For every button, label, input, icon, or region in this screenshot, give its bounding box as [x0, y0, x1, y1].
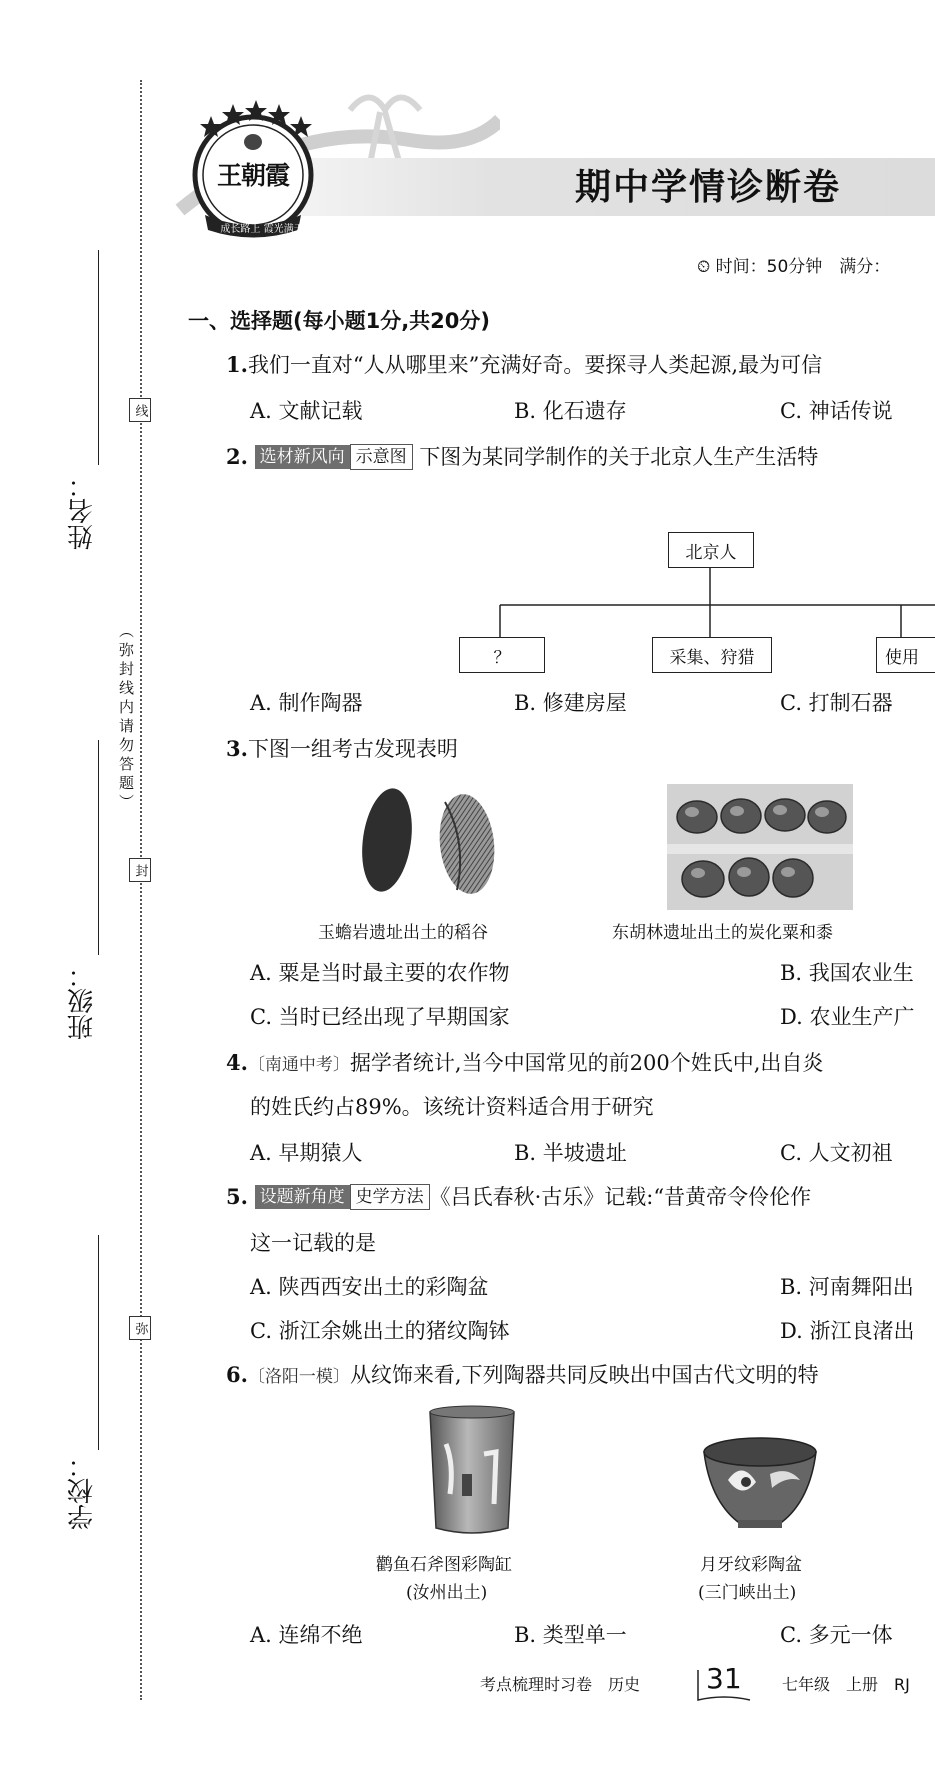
caption-basin-origin: (三门峡出土): [698, 1583, 797, 1603]
caption-millet: 东胡林遗址出土的炭化粟和黍: [612, 923, 833, 943]
seal-line-note: （弥封线内请勿答题）: [117, 623, 135, 813]
diagram-root: 北京人: [668, 532, 754, 568]
q6-option-b: B. 类型单一: [514, 1623, 627, 1647]
diagram-child-gathering: 采集、狩猎: [652, 637, 772, 673]
diagram-child-using: 使用: [876, 637, 935, 673]
question-5: [226, 1182, 811, 1212]
question-text: 据学者统计,当今中国常见的前200个姓氏中,出自炎: [349, 1051, 824, 1075]
q6-option-c: C. 多元一体: [780, 1623, 893, 1647]
q3-option-b: B. 我国农业生: [780, 961, 914, 985]
q1-option-c: C. 神话传说: [780, 399, 893, 423]
q1-option-a: A. 文献记载: [250, 399, 363, 423]
footer-series: 考点梳理时习卷 历史: [480, 1675, 641, 1694]
question-source: 〔洛阳一模〕: [247, 1367, 350, 1387]
caption-basin: 月牙纹彩陶盆: [700, 1555, 802, 1575]
question-text: 我们一直对“人从哪里来”充满好奇。要探寻人类起源,最为可信: [247, 353, 823, 377]
q2-option-c: C. 打制石器: [780, 691, 893, 715]
section-title: 一、选择题(每小题1分,共20分): [188, 309, 491, 333]
q2-option-a: A. 制作陶器: [250, 691, 363, 715]
class-label: 班级：: [67, 962, 98, 1040]
question-3: [226, 734, 458, 764]
question-5-continued: 这一记载的是: [250, 1231, 376, 1255]
seal-box-feng: 封: [129, 858, 151, 882]
diagram-connectors: [480, 565, 935, 640]
tag-diagram: 示意图: [350, 444, 413, 470]
question-number: 2.: [226, 444, 248, 469]
q4-option-b: B. 半坡遗址: [514, 1141, 627, 1165]
question-1: [226, 350, 822, 380]
pottery-basin-photo: [700, 1430, 820, 1532]
q5-option-c: C. 浙江余姚出土的猪纹陶钵: [250, 1319, 510, 1343]
q3-option-c: C. 当时已经出现了早期国家: [250, 1005, 510, 1029]
question-6: [226, 1360, 819, 1392]
q3-option-a: A. 粟是当时最主要的农作物: [250, 961, 510, 985]
question-number: 5.: [226, 1184, 248, 1209]
tag-new-material: 选材新风向: [255, 445, 350, 469]
question-text: 从纹饰来看,下列陶器共同反映出中国古代文明的特: [349, 1363, 819, 1387]
class-blank: [98, 740, 99, 955]
question-text: 下图为某同学制作的关于北京人生产生活特: [419, 445, 819, 469]
caption-jar-origin: (汝州出土): [406, 1583, 488, 1603]
q1-option-b: B. 化石遗存: [514, 399, 627, 423]
tag-new-angle: 设题新角度: [255, 1185, 350, 1209]
page-title: 期中学情诊断卷: [575, 167, 842, 208]
question-number: 1.: [226, 352, 248, 377]
q6-option-a: A. 连绵不绝: [250, 1623, 363, 1647]
question-text: 下图一组考古发现表明: [247, 737, 458, 761]
question-number: 4.: [226, 1050, 248, 1075]
logo-name: 王朝霞: [216, 161, 289, 190]
seal-box-xian: 线: [129, 398, 151, 422]
seal-box-mi: 弥: [129, 1316, 151, 1340]
page-number: 31: [706, 1662, 742, 1695]
question-number: 6.: [226, 1362, 248, 1387]
caption-rice: 玉蟾岩遗址出土的稻谷: [318, 923, 488, 943]
q2-option-b: B. 修建房屋: [514, 691, 627, 715]
tag-history-method: 史学方法: [350, 1184, 430, 1210]
q4-option-a: A. 早期猿人: [250, 1141, 363, 1165]
question-number: 3.: [226, 736, 248, 761]
diagram-child-unknown: ？: [459, 637, 545, 673]
name-label: 姓名：: [67, 472, 98, 550]
question-2: [226, 442, 818, 472]
footer-grade: 七年级 上册 RJ: [782, 1675, 910, 1694]
school-label: 学校：: [67, 1452, 98, 1530]
time-info: [697, 252, 890, 277]
question-text: 《吕氏春秋·古乐》记载:“昔黄帝令伶伦作: [429, 1185, 812, 1209]
q3-option-d: D. 农业生产广: [780, 1005, 915, 1029]
rice-grains-photo: [345, 782, 520, 902]
q4-option-c: C. 人文初祖: [780, 1141, 893, 1165]
q5-option-d: D. 浙江良渚出: [780, 1319, 915, 1343]
time-info-text: 时间：50分钟 满分：: [715, 257, 891, 277]
name-blank: [98, 250, 99, 465]
clock-icon: ⏲: [697, 257, 711, 277]
pottery-jar-photo: [424, 1404, 520, 1538]
binding-dotted-line: [140, 80, 142, 1700]
caption-jar: 鹳鱼石斧图彩陶缸: [376, 1555, 512, 1575]
logo-slogan: 成长路上 霞光满天: [220, 224, 304, 235]
q5-option-b: B. 河南舞阳出: [780, 1275, 914, 1299]
question-source: 〔南通中考〕: [247, 1055, 350, 1075]
question-4-continued: 的姓氏约占89%。该统计资料适合用于研究: [250, 1095, 654, 1119]
question-4: [226, 1048, 823, 1080]
q5-option-a: A. 陕西西安出土的彩陶盆: [250, 1275, 489, 1299]
school-blank: [98, 1235, 99, 1450]
millet-photo: [667, 784, 853, 910]
